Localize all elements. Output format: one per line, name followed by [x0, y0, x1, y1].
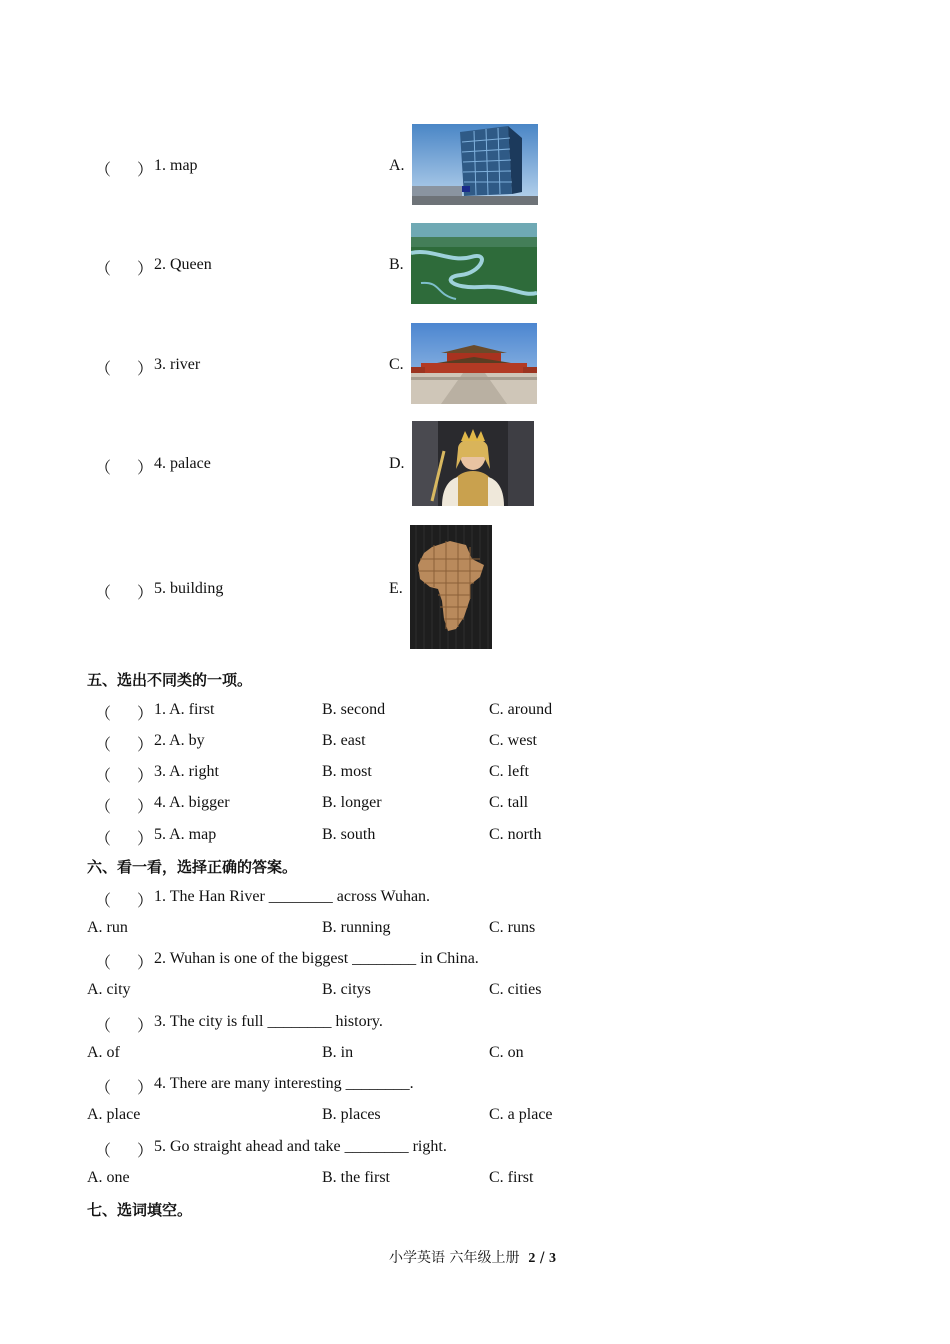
- option-letter: D.: [389, 455, 405, 472]
- option-c: C. tall: [489, 794, 529, 811]
- section-6-title: 六、看一看，选择正确的答案。: [87, 858, 298, 876]
- option-a: A. one: [87, 1169, 130, 1186]
- answer-paren-open[interactable]: （: [95, 893, 112, 910]
- question-text: 2. Wuhan is one of the biggest ________ in China.: [154, 950, 479, 967]
- answer-paren-open[interactable]: （: [95, 1143, 112, 1160]
- answer-paren-close: ）: [137, 831, 154, 848]
- answer-paren-close: ）: [137, 955, 154, 972]
- option-letter: A.: [389, 157, 405, 174]
- option-a: 3. A. right: [154, 763, 219, 780]
- answer-paren-close: ）: [137, 1018, 154, 1035]
- option-c: C. north: [489, 826, 542, 843]
- answer-paren-close: ）: [137, 737, 154, 754]
- match-word: 2. Queen: [154, 256, 212, 273]
- option-letter: E.: [389, 580, 403, 597]
- answer-paren-open[interactable]: （: [95, 706, 112, 723]
- option-a: 1. A. first: [154, 701, 215, 718]
- answer-paren-open[interactable]: （: [95, 1080, 112, 1097]
- answer-paren-open[interactable]: （: [95, 768, 112, 785]
- answer-paren-open[interactable]: （: [95, 361, 112, 378]
- page-footer: [389, 1247, 556, 1267]
- match-word: 4. palace: [154, 455, 211, 472]
- question-text: 4. There are many interesting ________.: [154, 1075, 414, 1092]
- answer-paren-open[interactable]: （: [95, 955, 112, 972]
- answer-paren-close: ）: [137, 893, 154, 910]
- answer-paren-open[interactable]: （: [95, 162, 112, 179]
- page-number: 2: [528, 1251, 536, 1266]
- option-c: C. a place: [489, 1106, 553, 1123]
- option-c: C. runs: [489, 919, 536, 936]
- answer-paren-close: ）: [137, 162, 154, 179]
- answer-paren-open[interactable]: （: [95, 799, 112, 816]
- footer-label: 小学英语 六年级上册: [389, 1250, 520, 1266]
- river-aerial-photo: [411, 223, 537, 304]
- option-c: C. around: [489, 701, 553, 718]
- answer-paren-open[interactable]: （: [95, 460, 112, 477]
- answer-paren-close: ）: [137, 799, 154, 816]
- option-c: C. left: [489, 763, 529, 780]
- palace-photo: [411, 323, 537, 404]
- answer-paren-close: ）: [137, 706, 154, 723]
- africa-map-photo: [410, 525, 492, 649]
- option-b: B. south: [322, 826, 376, 843]
- option-c: C. west: [489, 732, 537, 749]
- option-b: B. in: [322, 1044, 354, 1061]
- answer-paren-close: ）: [137, 361, 154, 378]
- option-b: B. most: [322, 763, 372, 780]
- question-text: 3. The city is full ________ history.: [154, 1013, 383, 1030]
- answer-paren-close: ）: [137, 585, 154, 602]
- option-c: C. cities: [489, 981, 542, 998]
- match-word: 3. river: [154, 356, 201, 373]
- page-total: 3: [548, 1251, 556, 1266]
- option-c: C. first: [489, 1169, 534, 1186]
- section-5-title: 五、选出不同类的一项。: [87, 671, 253, 689]
- match-word: 5. building: [154, 580, 224, 597]
- option-a: 4. A. bigger: [154, 794, 230, 811]
- option-b: B. the first: [322, 1169, 390, 1186]
- queen-photo: [412, 421, 534, 506]
- office-building-photo: [412, 124, 538, 205]
- answer-paren-open[interactable]: （: [95, 261, 112, 278]
- answer-paren-open[interactable]: （: [95, 831, 112, 848]
- page-separator: /: [539, 1250, 545, 1266]
- question-text: 1. The Han River ________ across Wuhan.: [154, 888, 431, 905]
- option-b: B. running: [322, 919, 391, 936]
- answer-paren-open[interactable]: （: [95, 1018, 112, 1035]
- option-letter: B.: [389, 256, 404, 273]
- answer-paren-close: ）: [137, 1143, 154, 1160]
- answer-paren-close: ）: [137, 261, 154, 278]
- option-a: A. of: [87, 1044, 120, 1061]
- option-b: B. places: [322, 1106, 381, 1123]
- question-text: 5. Go straight ahead and take ________ right.: [154, 1138, 447, 1155]
- option-letter: C.: [389, 356, 404, 373]
- option-c: C. on: [489, 1044, 524, 1061]
- option-b: B. east: [322, 732, 366, 749]
- answer-paren-close: ）: [137, 460, 154, 477]
- answer-paren-close: ）: [137, 768, 154, 785]
- option-a: A. city: [87, 981, 131, 998]
- answer-paren-close: ）: [137, 1080, 154, 1097]
- answer-paren-open[interactable]: （: [95, 585, 112, 602]
- option-b: B. longer: [322, 794, 382, 811]
- option-a: 2. A. by: [154, 732, 205, 749]
- option-b: B. citys: [322, 981, 371, 998]
- answer-paren-open[interactable]: （: [95, 737, 112, 754]
- section-7-title: 七、选词填空。: [87, 1201, 193, 1219]
- match-word: 1. map: [154, 157, 198, 174]
- option-a: A. place: [87, 1106, 141, 1123]
- option-b: B. second: [322, 701, 386, 718]
- option-a: A. run: [87, 919, 128, 936]
- option-a: 5. A. map: [154, 826, 217, 843]
